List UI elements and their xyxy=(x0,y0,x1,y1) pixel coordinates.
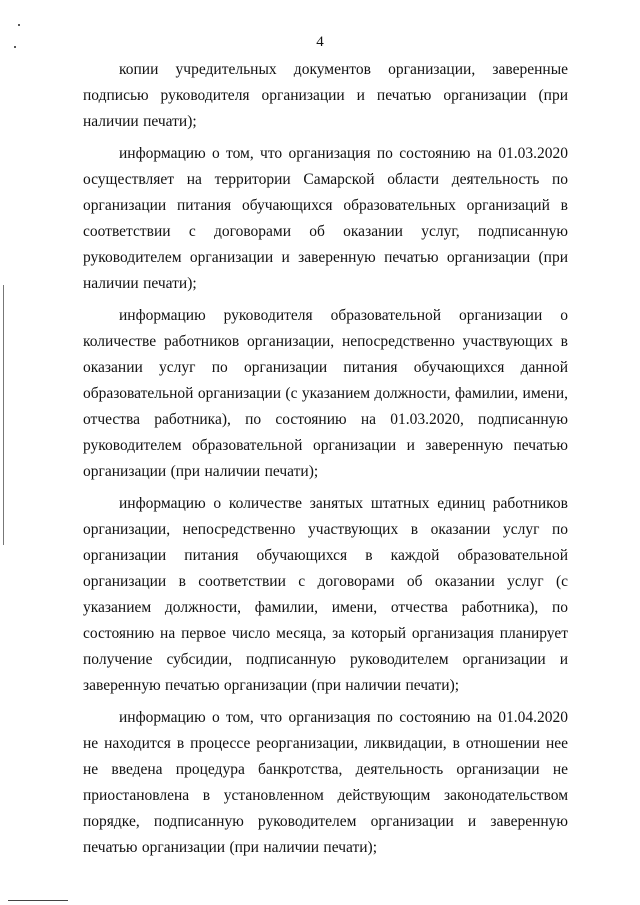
scan-speck-top-left xyxy=(18,24,20,26)
document-body xyxy=(83,57,568,867)
scan-edge-line-left xyxy=(3,285,4,545)
paragraph-activity-info: информацию о том, что организация по состоянию на 01.03.2020 осуществляет на территории Самарской области деятельность по организации питания обучающихся образовательных организаций в соответствии с договорами об оказании услуг, подписанную руководителем организации и заверенную печатью организации (при наличии печати); xyxy=(83,145,568,292)
scan-speck-left xyxy=(14,46,16,48)
page-number: 4 xyxy=(316,34,324,50)
paragraph-founding-documents: копии учредительных документов организации, заверенные подписью руководителя организации и печатью организации (при наличии печати); xyxy=(83,61,568,130)
paragraph-reorganization-status: информацию о том, что организация по состоянию на 01.04.2020 не находится в процессе реорганизации, ликвидации, в отношении нее не введена процедура банкротства, деятельность организации не приостановлена в установленном действующим законодательством порядке, подписанную руководителем организации и заверенную печатью организации (при наличии печати); xyxy=(83,709,568,856)
paragraph-employee-count: информацию руководителя образовательной организации о количестве работников организации, непосредственно участвующих в оказании услуг по организации питания обучающихся данной образовательной организации (с указанием должности, фамилии, имени, отчества работника), по состоянию на 01.03.2020, подписанную руководителем образовательной организации и заверенную печатью организации (при наличии печати); xyxy=(83,307,568,480)
scan-edge-line-bottom xyxy=(8,900,68,901)
paragraph-staff-units: информацию о количестве занятых штатных единиц работников организации, непосредственно участвующих в оказании услуг по организации питания обучающихся в каждой образовательной организации в соответствии с договорами об оказании услуг (с указанием должности, фамилии, имени, отчества работника), по состоянию на первое число месяца, за который организация планирует получение субсидии, подписанную руководителем организации и заверенную печатью организации (при наличии печати); xyxy=(83,495,568,694)
